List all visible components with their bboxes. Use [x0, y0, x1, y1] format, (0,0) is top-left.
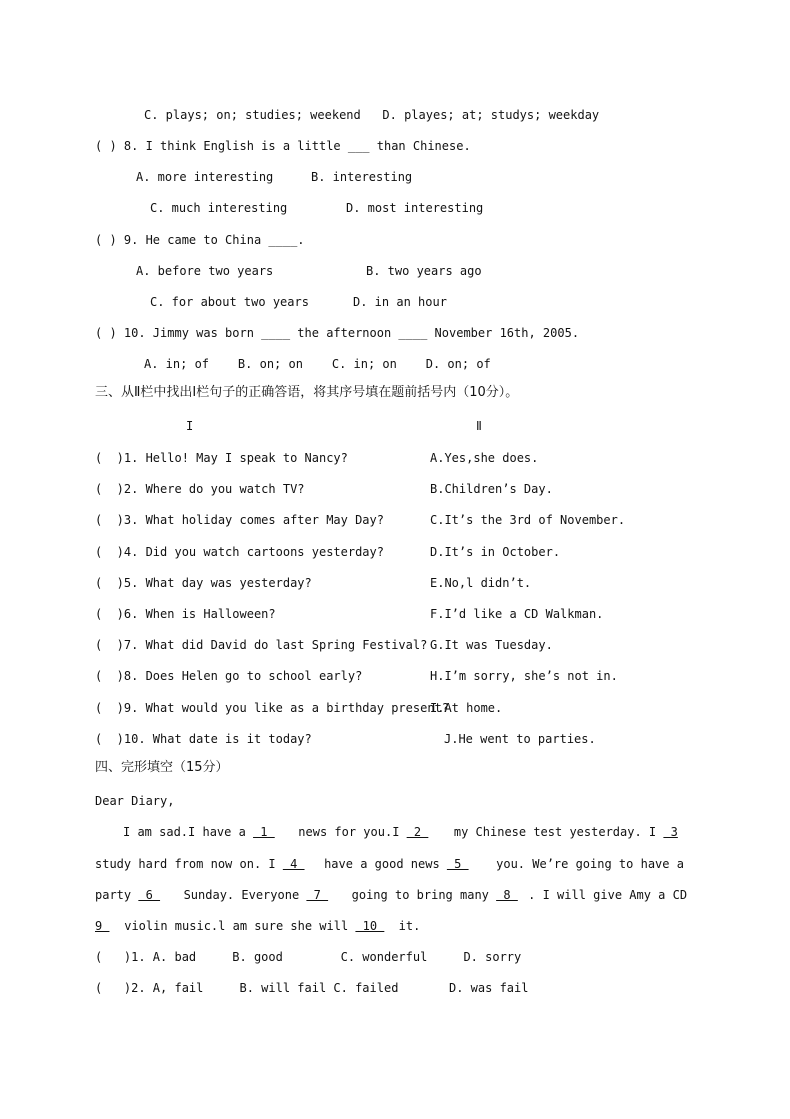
match-question: ( )1. Hello! May I speak to Nancy?	[95, 451, 348, 465]
q8-option-c: C. much interesting	[150, 201, 288, 215]
passage-line-1: I am sad.I have a 1 news for you.I 2 my Chinese test yesterday. I 3	[123, 824, 693, 840]
passage-line-3: party 6 Sunday. Everyone 7 going to bring many 8 . I will give Amy a CD	[95, 888, 688, 902]
q8-option-a: A. more interesting	[136, 170, 274, 184]
salutation: Dear Diary,	[95, 794, 175, 808]
q9-option-c: C. for about two years	[150, 295, 309, 309]
q9-option-b: B. two years ago	[366, 264, 482, 278]
q7-options-cd: C. plays; on; studies; weekend D. playes; at; studys; weekday	[144, 108, 600, 122]
match-answer: H.I’m sorry, she’s not in.	[430, 669, 618, 683]
match-question: ( )3. What holiday comes after May Day?	[95, 513, 384, 527]
cloze-question-2: ( )2. A, fail B. will fail C. failed D. was fail	[95, 981, 529, 995]
q8-option-d: D. most interesting	[346, 201, 484, 215]
blank-10: 10	[355, 919, 385, 933]
blank-7: 7	[306, 888, 329, 902]
match-answer: C.It’s the 3rd of November.	[430, 513, 626, 527]
blank-4: 4	[282, 857, 305, 871]
passage-line-4: 9 violin music.l am sure she will 10 it.	[95, 919, 421, 933]
match-answer: B.Children’s Day.	[430, 482, 553, 496]
question-10: ( ) 10. Jimmy was born ____ the afternoon ____ November 16th, 2005.	[95, 326, 580, 340]
q8-option-b: B. interesting	[311, 170, 413, 184]
match-question: ( )7. What did David do last Spring Festival?	[95, 638, 428, 652]
passage-line-2: study hard from now on. I 4 have a good news 5 you. We’re going to have a	[95, 857, 684, 871]
question-9: ( ) 9. He came to China ____.	[95, 233, 305, 247]
question-8: ( ) 8. I think English is a little ___ than Chinese.	[95, 139, 471, 153]
cloze-question-1: ( )1. A. bad B. good C. wonderful D. sorry	[95, 950, 522, 964]
blank-2: 2	[406, 825, 429, 839]
blank-3: 3	[663, 825, 678, 839]
blank-6: 6	[138, 888, 161, 902]
match-answer: D.It’s in October.	[430, 545, 561, 559]
column-2-label: Ⅱ	[476, 419, 482, 433]
match-answer: J.He went to parties.	[444, 732, 596, 746]
match-answer: E.No,l didn’t.	[430, 576, 532, 590]
match-question: ( )5. What day was yesterday?	[95, 576, 312, 590]
match-answer: A.Yes,she does.	[430, 451, 539, 465]
blank-5: 5	[446, 857, 469, 871]
section-4-heading: 四、完形填空（15分）	[95, 760, 229, 775]
column-1-label: I	[186, 419, 194, 433]
section-3-heading: 三、从Ⅱ栏中找出Ⅰ栏句子的正确答语，将其序号填在题前括号内（10分）。	[95, 385, 519, 400]
blank-1: 1	[253, 825, 275, 839]
match-question: ( )6. When is Halloween?	[95, 607, 276, 621]
match-answer: F.I’d like a CD Walkman.	[430, 607, 604, 621]
match-question: ( )2. Where do you watch TV?	[95, 482, 305, 496]
match-question: ( )8. Does Helen go to school early?	[95, 669, 363, 683]
match-question: ( )10. What date is it today?	[95, 732, 312, 746]
blank-9: 9	[95, 919, 110, 933]
match-answer: I.At home.	[430, 701, 503, 715]
q9-option-a: A. before two years	[136, 264, 274, 278]
blank-8: 8	[496, 888, 518, 902]
q9-option-d: D. in an hour	[353, 295, 447, 309]
q10-options: A. in; of B. on; on C. in; on D. on; of	[144, 357, 491, 371]
match-answer: G.It was Tuesday.	[430, 638, 553, 652]
match-question: ( )4. Did you watch cartoons yesterday?	[95, 545, 384, 559]
match-question: ( )9. What would you like as a birthday present?	[95, 701, 450, 715]
